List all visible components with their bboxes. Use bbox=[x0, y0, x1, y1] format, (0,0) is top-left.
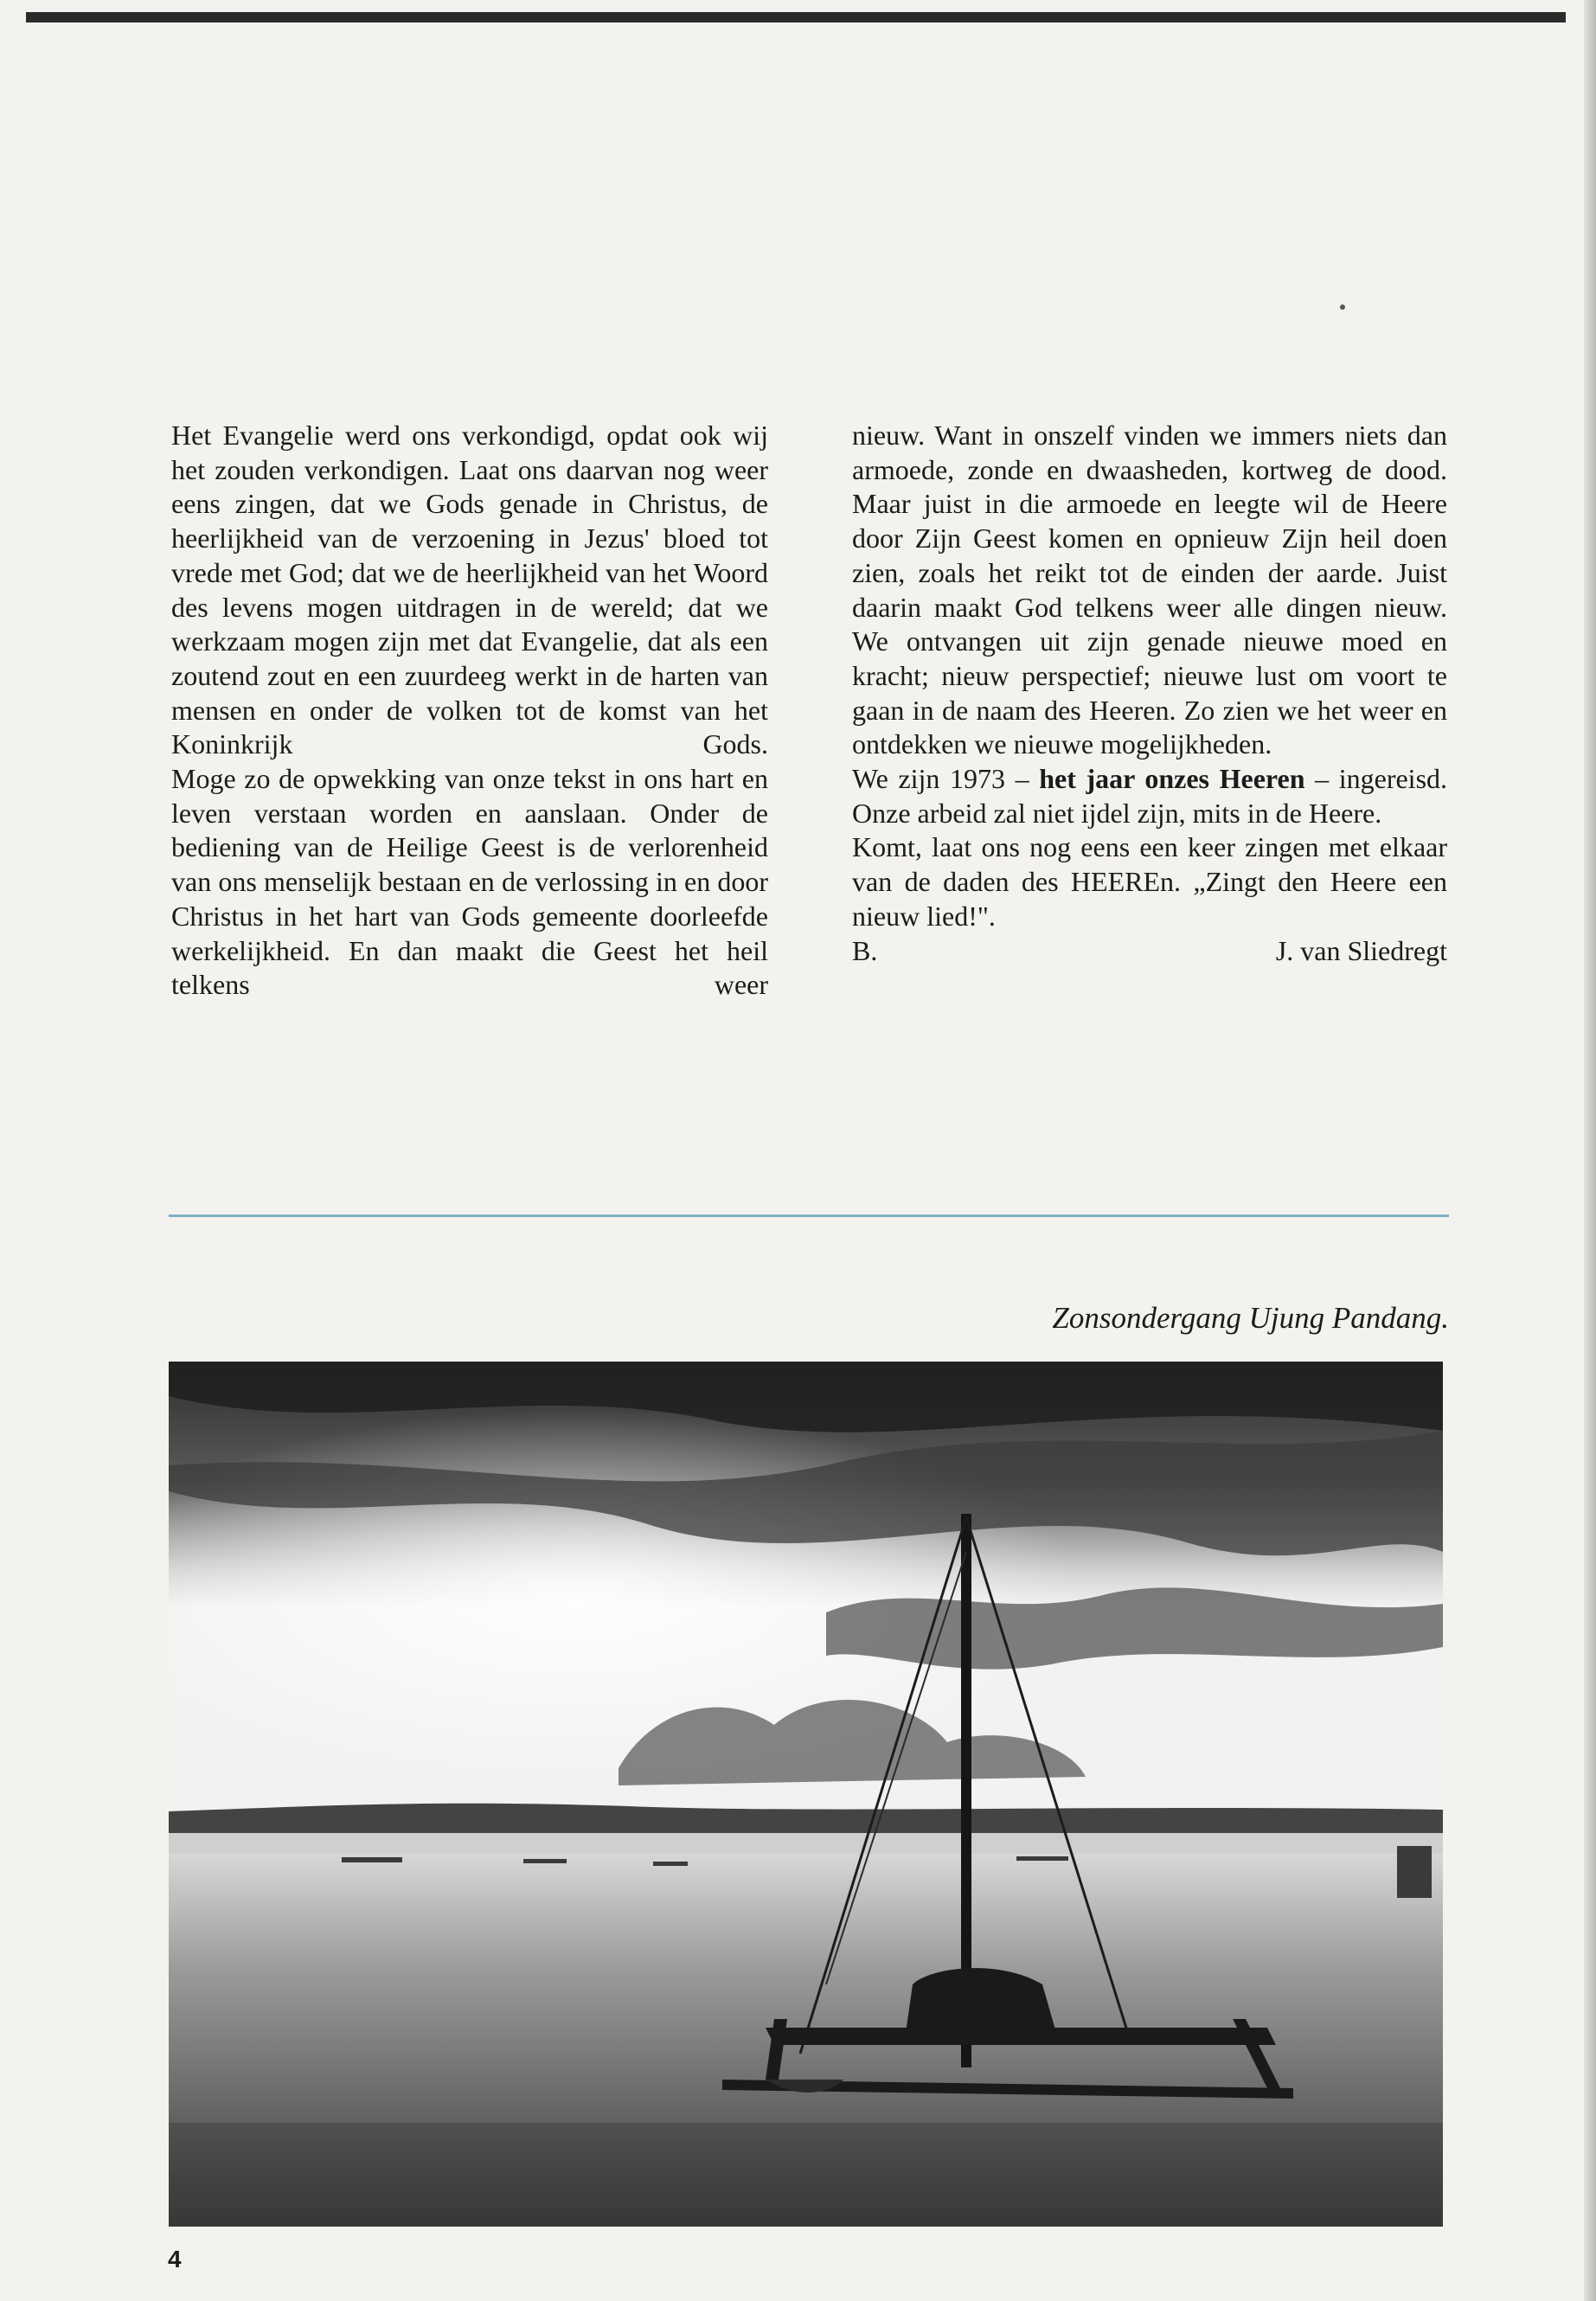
signature-name: J. van Sliedregt bbox=[1275, 934, 1447, 966]
sunset-photo-illustration bbox=[169, 1362, 1443, 2227]
page-top-rule bbox=[26, 12, 1566, 22]
print-speck bbox=[1340, 304, 1345, 310]
section-divider bbox=[169, 1215, 1449, 1217]
page-edge bbox=[1584, 0, 1596, 2301]
right-paragraph-2-end: – ingereisd. Onze arbeid zal niet ijdel zijn, mits in de Heere. bbox=[852, 763, 1448, 829]
left-paragraph-1: Het Evangelie werd ons verkondigd, opdat ook wij het zouden verkondigen. Laat ons daarvan nog weer eens zingen, dat we Gods genade in Christus, de heerlijkheid van de verzoening in Jezus' bloed tot vrede met God; dat we de heerlijkheid van het Woord des levens mogen uitdragen in de wereld; dat we werkzaam mogen zijn met dat Evangelie, dat als een zoutend zout en een zuurdeeg werkt in de harten van mensen en onder de volken tot de komst van het Koninkrijk Gods. bbox=[171, 420, 768, 760]
left-text-column bbox=[171, 419, 768, 1003]
right-paragraph-2-bold: het jaar onzes Heeren bbox=[1039, 763, 1305, 795]
signature bbox=[852, 934, 1447, 969]
right-paragraph-1: nieuw. Want in onszelf vinden we immers niets dan armoede, zonde en dwaasheden, kortweg de dood. Maar juist in die armoede en leegte wil de Heere door Zijn Geest komen en opnieuw Zijn heil doen zien, zoals het reikt tot de einden der aarde. Juist daarin maakt God telkens weer alle dingen nieuw. We ontvangen uit zijn genade nieuwe moed en kracht; nieuw perspectief; nieuwe lust om voort te gaan in de naam des Heeren. Zo zien we het weer en ontdekken we nieuwe mogelijkheden. bbox=[852, 420, 1447, 760]
sunset-photo bbox=[169, 1362, 1443, 2227]
right-paragraph-2-start: We zijn 1973 – bbox=[852, 763, 1040, 795]
left-paragraph-2: Moge zo de opwekking van onze tekst in ons hart en leven verstaan worden en aanslaan. Onder de bediening van de Heilige Geest is de verlorenheid van ons menselijk bestaan en de verlossing in en door Christus in het hart van Gods gemeente doorleefde werkelijkheid. En dan maakt die Geest het heil telkens weer bbox=[171, 763, 768, 1001]
right-paragraph-2 bbox=[852, 762, 1447, 830]
right-text-column bbox=[852, 419, 1447, 968]
signature-place: B. bbox=[852, 934, 878, 966]
right-paragraph-3: Komt, laat ons nog eens een keer zingen met elkaar van de daden des HEEREn. „Zingt den Heere een nieuw lied!". bbox=[852, 831, 1447, 932]
page-number: 4 bbox=[168, 2246, 182, 2272]
photo-caption: Zonsondergang Ujung Pandang. bbox=[1052, 1301, 1449, 1335]
